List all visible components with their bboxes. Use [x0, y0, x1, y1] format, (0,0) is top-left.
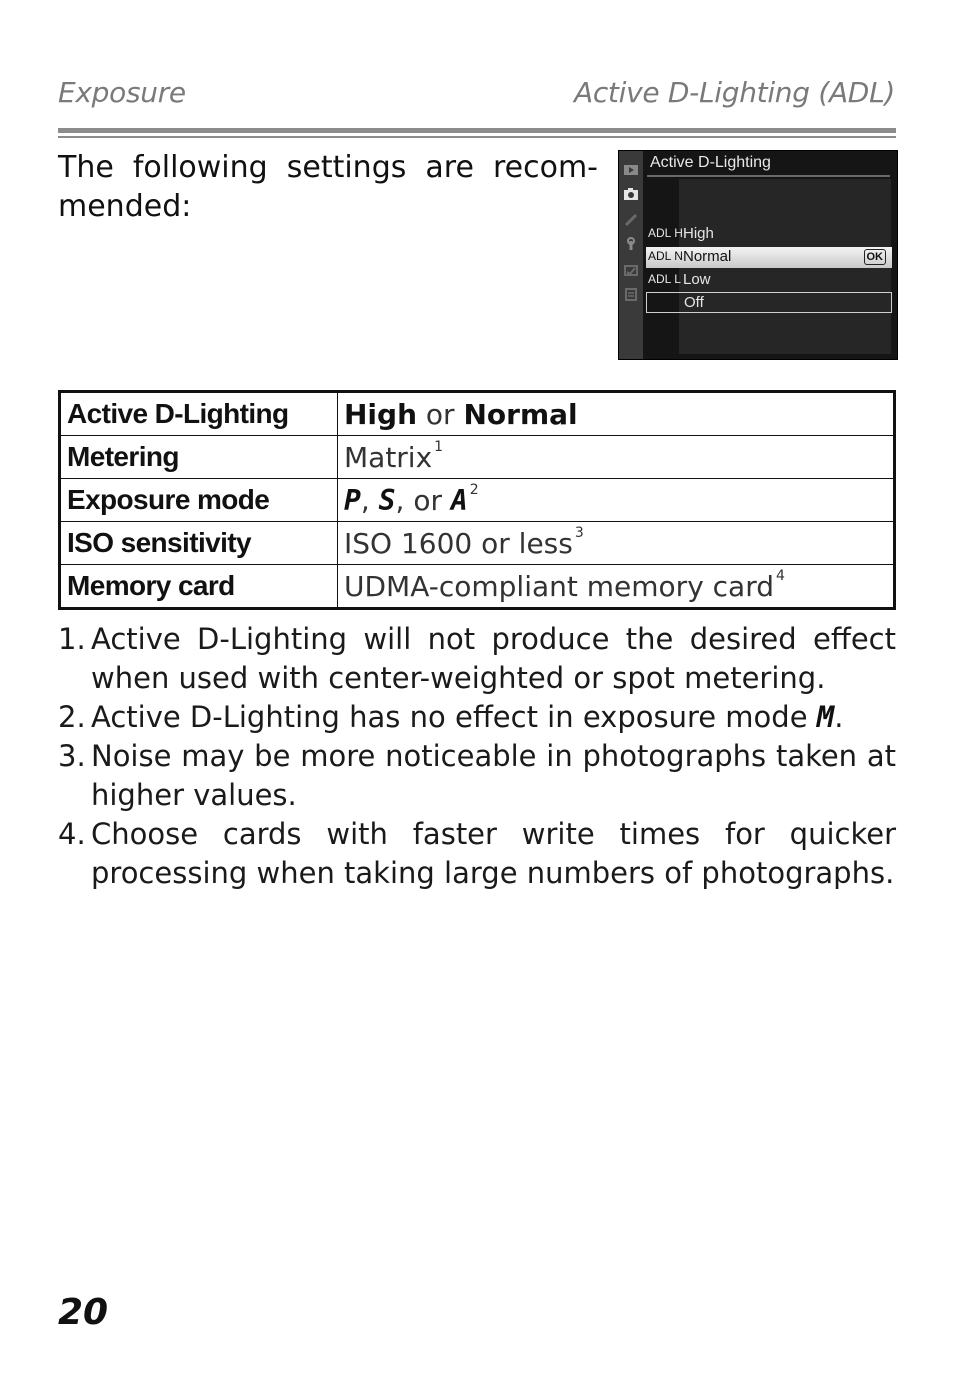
intro-text: The following settings are recom-mended: — [58, 150, 598, 224]
setting-name: Memory card — [60, 565, 338, 609]
footnote-ref: 2 — [469, 481, 479, 498]
setting-value: P, S, or A $^2$ — [338, 479, 895, 522]
camera-option-label: Normal — [683, 248, 732, 265]
mode-s-icon: S — [378, 483, 396, 517]
footnote-item: 1. Active D-Lighting will not produce the desired effect when used with center-weighted or spot metering. — [58, 622, 896, 695]
camera-menu-divider — [647, 175, 890, 177]
camera-option-normal — [646, 247, 892, 268]
my-menu-icon — [623, 287, 639, 301]
footnote-item: 2. Active D-Lighting has no effect in exposure mode M. — [58, 700, 844, 734]
setting-name: ISO sensitivity — [60, 522, 338, 565]
setting-value: ISO 1600 or less $^3$ — [338, 522, 895, 565]
wrench-icon — [623, 237, 639, 251]
footnote-ref: 3 — [574, 524, 584, 541]
mode-m-icon: M — [816, 700, 835, 734]
adl-low-icon: ADL L — [648, 272, 681, 286]
pencil-icon — [623, 213, 639, 227]
camera-option-label: Off — [684, 294, 704, 311]
header-rule — [58, 128, 896, 133]
playback-icon — [623, 163, 639, 177]
setting-name: Metering — [60, 436, 338, 479]
adl-high-icon: ADL H — [648, 226, 683, 240]
table-row — [60, 392, 895, 436]
table-row — [60, 522, 895, 565]
recommended-settings-table — [58, 390, 896, 610]
setting-value: High or Normal — [338, 392, 895, 436]
adl-normal-icon: ADL N — [648, 249, 683, 263]
page-number: 20 — [58, 1292, 109, 1333]
footnotes-list — [58, 620, 896, 893]
topic-header: Active D-Lighting (ADL) — [573, 76, 895, 109]
table-row — [60, 479, 895, 522]
footnote-item: 3. Noise may be more noticeable in photographs taken at higher values. — [58, 739, 896, 812]
table-row — [60, 436, 895, 479]
setting-value: Matrix $^1$ — [338, 436, 895, 479]
mode-a-icon: A — [450, 483, 468, 517]
setting-name: Exposure mode — [60, 479, 338, 522]
setting-value: UDMA-compliant memory card $^4$ — [338, 565, 895, 609]
ok-icon: OK — [864, 249, 887, 265]
camera-option-label: Low — [683, 271, 711, 288]
footnote-ref: 1 — [434, 438, 444, 455]
camera-menu-screenshot — [618, 150, 898, 360]
camera-option-high — [646, 224, 892, 245]
setting-name: Active D-Lighting — [60, 392, 338, 436]
camera-option-low — [646, 270, 892, 291]
mode-p-icon: P — [344, 483, 361, 517]
table-row — [60, 565, 895, 609]
camera-menu-sidebar — [619, 151, 643, 359]
footnote-ref: 4 — [776, 567, 785, 584]
header-rule-thin — [58, 136, 896, 138]
retouch-icon — [623, 263, 639, 277]
footnote-item: 4. Choose cards with faster write times for quicker processing when taking large numbers of photographs. — [58, 817, 896, 890]
camera-option-label: High — [683, 225, 714, 242]
section-header: Exposure — [58, 76, 186, 109]
camera-icon — [623, 187, 639, 201]
camera-menu-title: Active D-Lighting — [650, 154, 771, 171]
camera-option-off — [646, 292, 892, 313]
